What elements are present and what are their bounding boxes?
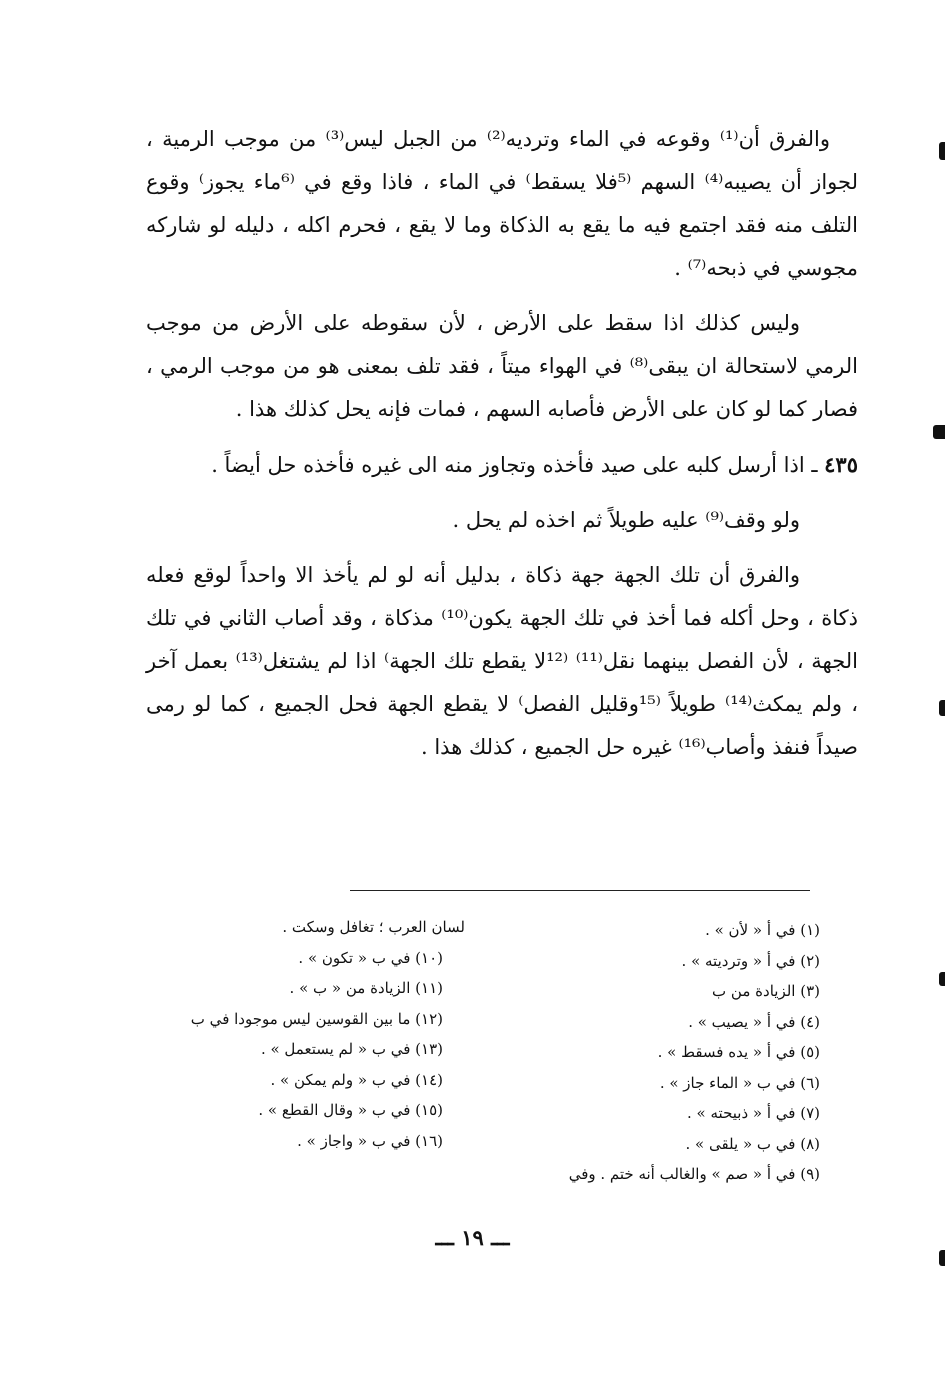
footnote: (٧) في أ « ذبيحته » . bbox=[687, 1104, 820, 1122]
footnote: (١٤) في ب « ولم يمكن » . bbox=[270, 1070, 443, 1089]
paragraph-2: وليس كذلك اذا سقط على الأرض ، لأن سقوطه على الأرض من موجب الرمي لاستحالة ان يبقى⁽⁸⁾ في الهواء ميتاً ، فقد تلف بمعنى هو من موجب الرمي ، فصار كما لو كان على الأرض فأصابه السهم ، فمات فإنه يحل كذلك هذا . bbox=[146, 311, 858, 421]
scan-edge-mark bbox=[939, 1250, 945, 1266]
main-text bbox=[146, 118, 858, 781]
footnotes-right-column bbox=[490, 915, 820, 1190]
footnote: (٨) في ب « يلقى » . bbox=[685, 1134, 820, 1153]
issue-text: ـ اذا أرسل كلبه على صيد فأخذه وتجاوز منه الى غيره فأخذه حل أيضاً . bbox=[211, 453, 825, 477]
footnotes-left-column bbox=[160, 912, 465, 1156]
paragraph-4: والفرق أن تلك الجهة جهة ذكاة ، بدليل أنه لو لم يأخذ الا واحداً لوقع فعله ذكاة ، وحل أكله فما أخذ في تلك الجهة يكون⁽¹⁰⁾ مذكاة ، وقد أصاب الثاني في تلك الجهة ، لأن الفصل بينهما نقل⁽¹¹⁾ ⁽¹²لا يقطع تلك الجهة⁾ اذا لم يشتغل⁽¹³⁾ بعمل آخر ، ولم يمكث⁽¹⁴⁾ طويلاً ⁽¹⁵وقليل الفصل⁾ لا يقطع الجهة فحل الجميع ، كما لو رمى صيداً فنفذ وأصاب⁽¹⁶⁾ غيره حل الجميع ، كذلك هذا . bbox=[146, 563, 858, 759]
footnote: (٥) في أ « يده فسقط » . bbox=[657, 1043, 820, 1061]
footnote-continuation: لسان العرب ؛ تغافل وسكت . bbox=[282, 918, 465, 936]
paragraph-1: والفرق أن⁽¹⁾ وقوعه في الماء وترديه⁽²⁾ من الجبل ليس⁽³⁾ من موجب الرمية ، لجواز أن يصيبه⁽⁴⁾ السهم ⁽⁵فلا يسقط⁾ في الماء ، فاذا وقع في ⁽⁶ماء يجوز⁾ وقوع التلف منه فقد اجتمع فيه ما يقع به الذكاة وما لا يقع ، فحرم اكله ، دليله لو شاركه مجوسي في ذبحه⁽⁷⁾ . bbox=[146, 127, 858, 280]
footnote: (١٠) في ب « تكون » . bbox=[298, 948, 443, 967]
footnote: (٤) في أ « يصيب » . bbox=[688, 1012, 820, 1031]
footnote: (١٦) في ب « واجاز » . bbox=[297, 1131, 443, 1150]
footnote: (٣) الزيادة من ب bbox=[712, 982, 820, 1000]
footnote: (٦) في ب « الماء جاز » . bbox=[659, 1073, 820, 1092]
footnote: (٩) في أ « صم » والغالب أنه ختم . وفي bbox=[568, 1165, 820, 1183]
scan-edge-mark bbox=[933, 425, 945, 439]
paragraph-3: ولو وقف⁽⁹⁾ عليه طويلاً ثم اخذه لم يحل . bbox=[452, 508, 800, 532]
issue-number: ٤٣٥ bbox=[824, 452, 858, 477]
footnote: (١١) الزيادة من « ب » . bbox=[289, 979, 443, 997]
scan-edge-mark bbox=[939, 972, 945, 986]
page-number: ـــ ١٩ ـــ bbox=[435, 1225, 510, 1250]
footnote: (٢) في أ « وترديته » . bbox=[681, 951, 820, 970]
issue-paragraph bbox=[146, 443, 858, 487]
footnote: (١٣) في ب « لم يستعمل » . bbox=[260, 1040, 443, 1058]
scan-edge-mark bbox=[939, 700, 945, 716]
footnote: (١) في أ « لأن » . bbox=[705, 921, 820, 939]
scan-edge-mark bbox=[939, 142, 945, 160]
footnote-separator bbox=[350, 890, 810, 891]
footnote: (١٢) ما بين القوسين ليس موجودا في ب bbox=[190, 1009, 443, 1028]
footnote: (١٥) في ب « وقال القطع » . bbox=[258, 1101, 443, 1119]
